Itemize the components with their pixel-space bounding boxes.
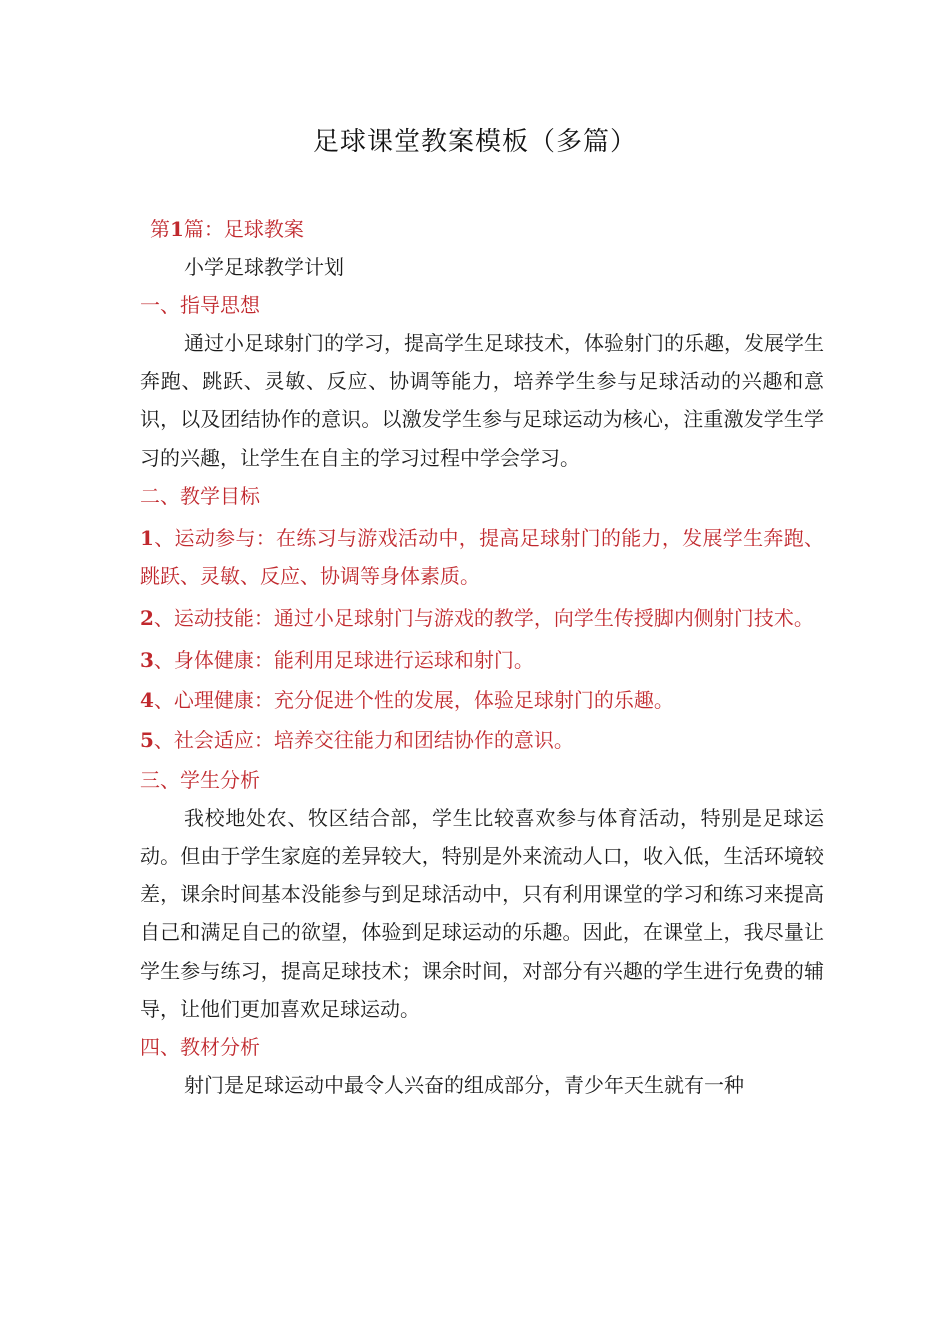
chapter-number: 1 [170, 217, 184, 241]
goal-text: 、运动参与：在练习与游戏活动中，提高足球射门的能力，发展学生奔跑、跳跃、灵敏、反应、协调等身体素质。 [140, 525, 824, 588]
goal-number: 2 [140, 605, 154, 630]
section-text-student-analysis: 我校地处农、牧区结合部，学生比较喜欢参与体育活动，特别是足球运动。但由于学生家庭的差异较大，特别是外来流动人口，收入低，生活环境较差，课余时间基本没能参与到足球活动中，只有利用课堂的学习和练习来提高自己和满足自己的欲望，体验到足球运动的乐趣。因此，在课堂上，我尽量让学生参与练习，提高足球技术；课余时间，对部分有兴趣的学生进行免费的辅导，让他们更加喜欢足球运动。 [140, 805, 824, 1021]
goal-number: 5 [140, 727, 154, 752]
goal-number: 1 [140, 525, 154, 550]
chapter-heading [140, 210, 824, 248]
goal-item [140, 681, 824, 719]
goal-item [140, 721, 824, 759]
document-title: 足球课堂教案模板（多篇） [312, 127, 637, 157]
section-heading-teaching-goals: 二、教学目标 [140, 483, 260, 508]
section-heading-material-analysis: 四、教材分析 [140, 1035, 260, 1060]
section-text-material-analysis: 射门是足球运动中最令人兴奋的组成部分，青少年天生就有一种 [184, 1073, 744, 1098]
goals-list [140, 519, 824, 759]
section-text-guiding-ideology: 通过小足球射门的学习，提高学生足球技术，体验射门的乐趣，发展学生奔跑、跳跃、灵敏、反应、协调等能力，培养学生参与足球活动的兴趣和意识，以及团结协作的意识。以激发学生参与足球运动为核心，注重激发学生学习的兴趣，让学生在自主的学习过程中学会学习。 [140, 331, 824, 470]
goal-item [140, 599, 824, 637]
goal-item [140, 641, 824, 679]
goal-item [140, 519, 824, 595]
goal-text: 、社会适应：培养交往能力和团结协作的意识。 [153, 727, 574, 752]
chapter-prefix: 第 [150, 217, 170, 241]
chapter-suffix: 篇：足球教案 [183, 217, 304, 241]
section-heading-guiding-ideology: 一、指导思想 [140, 293, 260, 317]
goal-number: 4 [140, 687, 154, 712]
goal-text: 、身体健康：能利用足球进行运球和射门。 [153, 647, 534, 672]
goal-number: 3 [140, 647, 154, 672]
document-body [140, 210, 824, 1104]
goal-text: 、心理健康：充分促进个性的发展，体验足球射门的乐趣。 [153, 687, 674, 712]
document-subtitle: 小学足球教学计划 [184, 255, 344, 279]
goal-text: 、运动技能：通过小足球射门与游戏的教学，向学生传授脚内侧射门技术。 [153, 605, 814, 630]
section-heading-student-analysis: 三、学生分析 [140, 767, 260, 792]
